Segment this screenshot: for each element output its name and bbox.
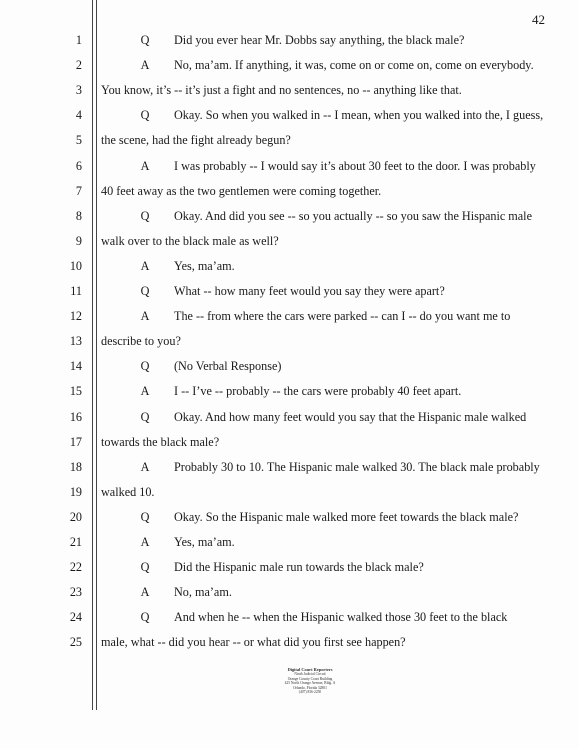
line-text: Yes, ma’am. [174, 258, 235, 273]
speaker-label: Q [140, 108, 150, 123]
speaker-label: Q [140, 409, 150, 424]
line-number: 14 [69, 359, 82, 374]
line-number: 12 [69, 309, 82, 324]
transcript-line [0, 55, 579, 75]
line-text: describe to you? [101, 334, 181, 349]
transcript-line [0, 582, 579, 602]
line-text: Okay. So when you walked in -- I mean, when you walked into the, I guess, [174, 108, 544, 123]
stamp-line: Orlando, Florida 32801 [293, 685, 327, 690]
transcript-line [0, 632, 579, 652]
transcript-line [0, 331, 579, 351]
stamp-line: 425 North Orange Avenue, Bldg. A [284, 681, 336, 686]
speaker-label: A [140, 459, 150, 474]
line-text: Did the Hispanic male run towards the black male? [174, 560, 424, 575]
line-number: 1 [75, 33, 82, 47]
stamp-line: Orange County Court Building [287, 676, 333, 681]
transcript-line [0, 156, 579, 176]
transcript-line [0, 306, 579, 326]
line-number: 18 [69, 459, 82, 474]
transcript-line [0, 30, 579, 50]
line-number: 5 [75, 133, 82, 148]
line-number: 17 [69, 434, 82, 449]
line-number: 19 [69, 484, 82, 499]
line-text: Okay. And did you see -- so you actually -- so you saw the Hispanic male [174, 208, 532, 223]
speaker-label: Q [140, 509, 150, 524]
transcript-line [0, 607, 579, 627]
transcript-line [0, 80, 579, 100]
line-text: Probably 30 to 10. The Hispanic male walked 30. The black male probably [174, 459, 540, 474]
line-text: 40 feet away as the two gentlemen were coming together. [101, 183, 382, 198]
stamp-line: (407) 836-2250 [298, 690, 322, 695]
speaker-label: A [140, 258, 150, 273]
line-number: 21 [69, 535, 82, 549]
transcript-line [0, 356, 579, 376]
line-number: 25 [69, 635, 82, 650]
line-number: 13 [69, 334, 82, 349]
line-number: 22 [69, 560, 82, 575]
transcript-line [0, 532, 579, 552]
speaker-label: A [140, 384, 150, 399]
transcript-line [0, 482, 579, 502]
speaker-label: A [140, 535, 150, 549]
line-text: And when he -- when the Hispanic walked those 30 feet to the black [174, 610, 508, 625]
line-text: The -- from where the cars were parked -- can I -- do you want me to [174, 309, 511, 324]
line-number: 2 [75, 58, 82, 73]
line-text: I -- I’ve -- probably -- the cars were probably 40 feet apart. [174, 384, 462, 399]
line-text: towards the black male? [101, 434, 220, 449]
speaker-label: A [140, 585, 150, 600]
transcript-line [0, 105, 579, 125]
transcript-line [0, 181, 579, 201]
speaker-label: A [140, 158, 150, 173]
line-number: 24 [69, 610, 82, 625]
line-number: 23 [69, 585, 82, 600]
speaker-label: Q [140, 359, 150, 374]
speaker-label: Q [140, 33, 150, 47]
line-text: Okay. And how many feet would you say that the Hispanic male walked [174, 409, 527, 424]
transcript-line [0, 381, 579, 401]
transcript-line [0, 206, 579, 226]
transcript-line [0, 231, 579, 251]
line-text: No, ma’am. If anything, it was, come on or come on, come on everybody. [174, 58, 534, 73]
line-text: I was probably -- I would say it’s about 30 feet to the door. I was probably [174, 158, 536, 173]
line-number: 3 [75, 83, 82, 98]
line-text: You know, it’s -- it’s just a fight and no sentences, no -- anything like that. [101, 83, 462, 98]
line-number: 20 [69, 509, 82, 524]
line-number: 4 [75, 108, 82, 123]
line-text: (No Verbal Response) [174, 359, 282, 374]
page-number: 42 [532, 12, 545, 27]
court-reporter-stamp [270, 668, 350, 694]
transcript-line [0, 407, 579, 427]
line-text: What -- how many feet would you say they were apart? [174, 284, 445, 298]
line-text: Okay. So the Hispanic male walked more feet towards the black male? [174, 509, 519, 524]
line-text: Yes, ma’am. [174, 535, 235, 549]
line-number: 10 [69, 258, 82, 273]
line-number: 7 [75, 183, 82, 198]
stamp-line: Ninth Judicial Circuit [294, 672, 326, 677]
transcript-line [0, 557, 579, 577]
line-text: walk over to the black male as well? [101, 233, 279, 248]
speaker-label: Q [140, 284, 150, 298]
line-text: walked 10. [101, 484, 155, 499]
line-number: 9 [75, 233, 82, 248]
speaker-label: Q [140, 610, 150, 625]
transcript-line [0, 507, 579, 527]
line-number: 16 [69, 409, 82, 424]
speaker-label: A [140, 309, 150, 324]
speaker-label: A [140, 58, 150, 73]
transcript-line [0, 256, 579, 276]
line-number: 8 [75, 208, 82, 223]
transcript-line [0, 281, 579, 301]
line-text: the scene, had the fight already begun? [101, 133, 291, 148]
line-number: 11 [70, 284, 82, 298]
line-text: male, what -- did you hear -- or what did you first see happen? [101, 635, 406, 650]
transcript-line [0, 130, 579, 150]
line-number: 6 [75, 158, 82, 173]
line-number: 15 [69, 384, 82, 399]
speaker-label: Q [140, 560, 150, 575]
speaker-label: Q [140, 208, 150, 223]
transcript-line [0, 432, 579, 452]
stamp-title: Digital Court Reporters [287, 667, 333, 672]
line-text: Did you ever hear Mr. Dobbs say anything, the black male? [174, 33, 465, 47]
line-text: No, ma’am. [174, 585, 232, 600]
transcript-line [0, 457, 579, 477]
